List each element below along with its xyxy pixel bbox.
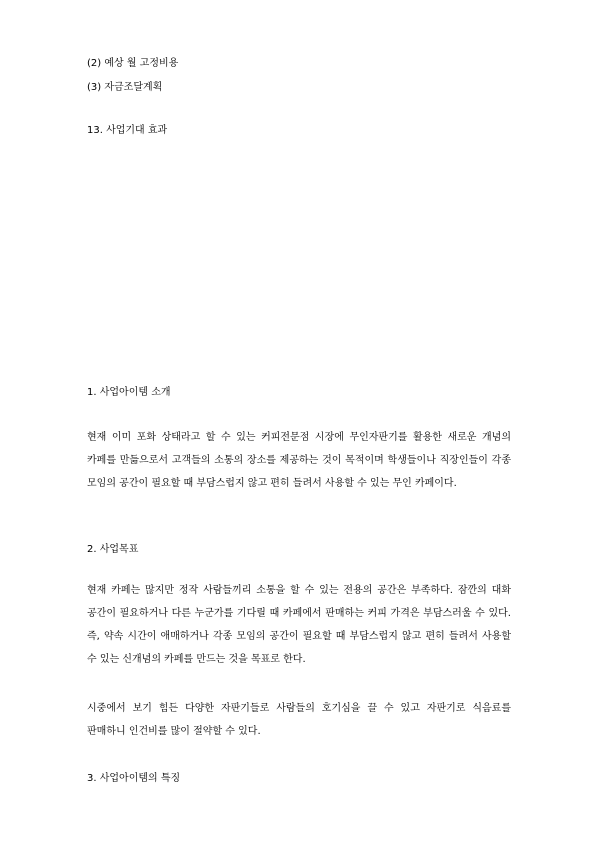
list-item-funding-plan: (3) 자금조달계획: [87, 82, 163, 93]
section-1-heading: 1. 사업아이템 소개: [87, 387, 171, 398]
section-2-body-2: 시중에서 보기 힘든 다양한 자판기들로 사람들의 호기심을 끌 수 있고 자판기로 식음료를 판매하니 인건비를 많이 절약할 수 있다.: [87, 703, 511, 737]
section-1-body: 현재 이미 포화 상태라고 할 수 있는 커피전문점 시장에 무인자판기를 활용한 새로운 개념의 카페를 만듦으로서 고객들의 소통의 장소를 제공하는 것이 목적이며 학생들이나 직장인들이 각종 모임의 공간이 필요할 때 부담스럽지 않고 편히 들려서 사용할 수 있는 무인 카페이다.: [87, 432, 511, 489]
section-3-heading: 3. 사업아이템의 특징: [87, 773, 181, 784]
section-2-body-1: 현재 카페는 많지만 정작 사람들끼리 소통을 할 수 있는 전용의 공간은 부족하다. 잠깐의 대화 공간이 필요하거나 다른 누군가를 기다릴 때 카페에서 판매하는 커피 가격은 부담스러울 수 있다. 즉, 약속 시간이 애매하거나 각종 모임의 공간이 필요할 때 부담스럽지 않고 편히 들려서 사용할 수 있는 신개념의 카페를 만드는 것을 목표로 한다.: [87, 585, 511, 665]
section-2-heading: 2. 사업목표: [87, 544, 139, 555]
list-item-fixed-costs: (2) 예상 월 고정비용: [87, 58, 179, 69]
section-13-heading: 13. 사업기대 효과: [87, 125, 168, 136]
